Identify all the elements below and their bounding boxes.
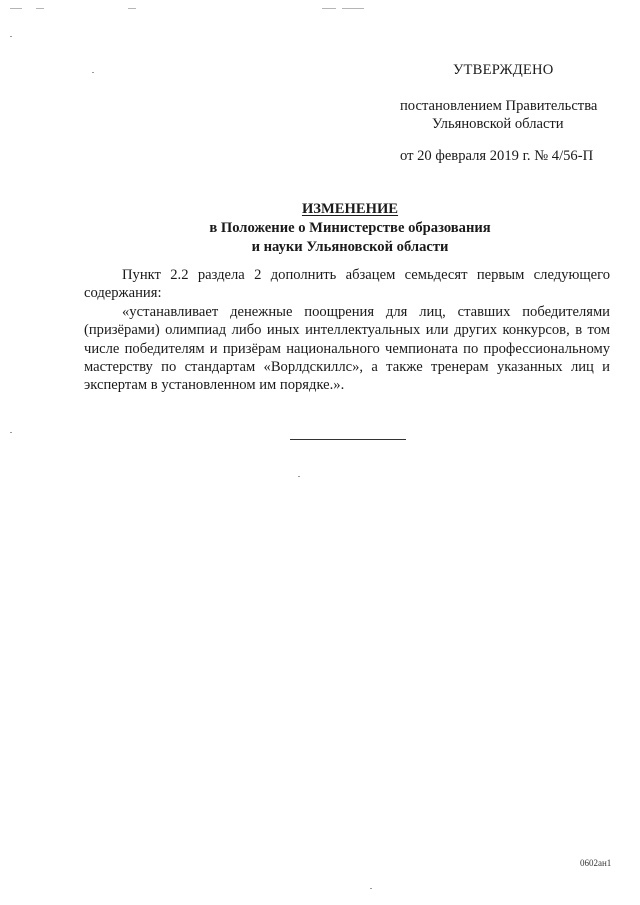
title-line-3: и науки Ульяновской области <box>251 239 449 255</box>
decree-date-number: от 20 февраля 2019 г. № 4/56-П <box>400 148 594 164</box>
scan-artifact <box>370 888 372 889</box>
scan-artifact <box>298 476 300 477</box>
scan-artifact <box>10 36 12 37</box>
approved-label: УТВЕРЖДЕНО <box>453 62 554 78</box>
scan-artifact <box>36 8 44 9</box>
body-paragraph-2: «устанавливает денежные поощрения для лиц, ставших победителями (призёрами) олимпиад либо иных интеллектуальных или других конкурсов, в том числе победителям и призёрам национального чемпионата по профессиональному мастерству по стандартам «Ворлдскиллс», а также тренерам указанных лиц и экспертам в установленном им порядке.». <box>84 303 610 394</box>
document-title <box>80 200 620 257</box>
document-body <box>84 266 610 395</box>
title-heading: ИЗМЕНЕНИЕ <box>301 201 399 217</box>
scan-artifact <box>10 432 12 433</box>
scan-artifact <box>322 8 336 9</box>
title-line-2: в Положение о Министерстве образования <box>209 220 491 236</box>
end-separator <box>290 439 406 440</box>
scan-artifact <box>92 72 94 73</box>
scan-artifact <box>128 8 136 9</box>
decree-authority: постановлением Правительства <box>400 98 598 114</box>
body-paragraph-1: Пункт 2.2 раздела 2 дополнить абзацем семьдесят первым следующего содержания: <box>84 267 610 302</box>
scan-artifact <box>342 8 364 9</box>
decree-region: Ульяновской области <box>432 116 564 132</box>
scan-artifact <box>10 8 22 9</box>
footer-code: 0602ан1 <box>580 858 612 868</box>
